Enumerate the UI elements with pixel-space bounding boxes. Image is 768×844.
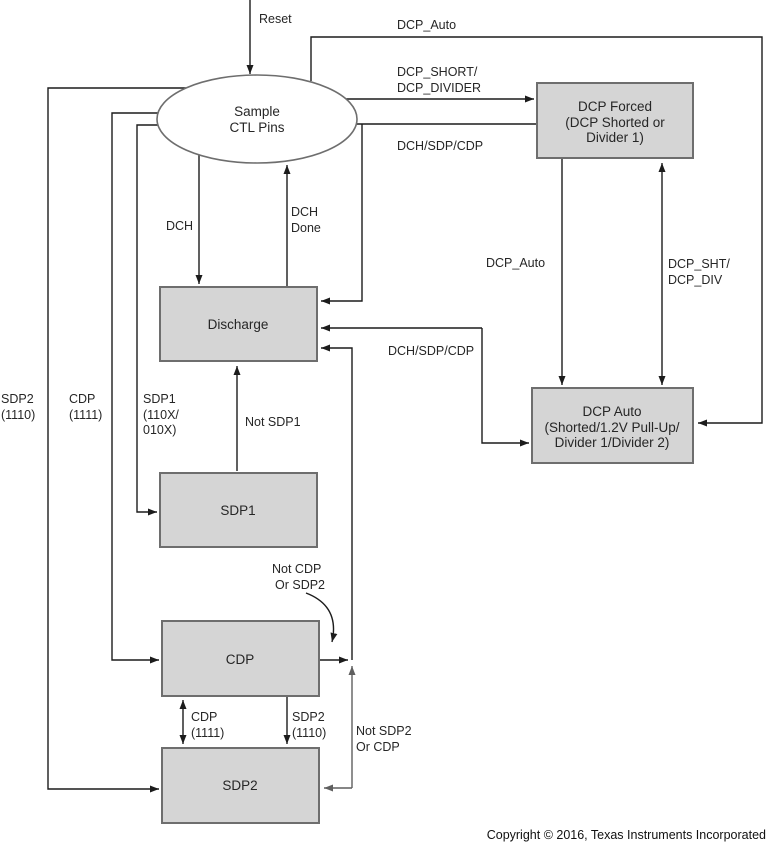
- transition-dcp-forced-to-discharge: [321, 124, 537, 301]
- dcp-forced-label-1: DCP Forced: [577, 99, 653, 114]
- sample-ctl-pins-label-2: CTL Pins: [229, 120, 285, 135]
- transition-sample-to-dcp-auto: [311, 18, 762, 423]
- state-discharge: [160, 287, 317, 361]
- dcp-auto-label-1: DCP Auto: [582, 404, 642, 419]
- dch-label: DCH: [166, 219, 194, 233]
- state-sdp1: [160, 473, 317, 547]
- dcp-sht-label-2: DCP_DIV: [668, 273, 723, 287]
- sdp1-pin-label-2: (110X/: [143, 408, 179, 422]
- transition-cdp-sdp2-bidirectional: [183, 700, 224, 744]
- dcp-auto-mid-label: DCP_Auto: [486, 256, 546, 270]
- dch-done-label-1: DCH: [291, 205, 319, 219]
- cdp-label: CDP: [225, 652, 255, 667]
- dcp-short-label-1: DCP_SHORT/: [397, 65, 478, 79]
- sdp2-tr-label-1: SDP2: [292, 710, 325, 724]
- transition-sample-to-discharge: [166, 155, 199, 284]
- transition-reset: [250, 0, 292, 74]
- transition-cdp-to-sdp2: [287, 697, 326, 744]
- dch-sdp-cdp-top-label: DCH/SDP/CDP: [397, 139, 484, 153]
- cdp-tr-label-2: (1111): [191, 726, 225, 740]
- dcp-forced-label-2: (DCP Shorted or: [565, 115, 665, 130]
- sdp2-tr-label-2: (1110): [292, 726, 327, 740]
- transition-sdp1-to-discharge: [237, 366, 301, 471]
- dch-sdp-cdp-mid-label: DCH/SDP/CDP: [388, 344, 475, 358]
- not-sdp2-label-2: Or CDP: [356, 740, 400, 754]
- copyright-text: Copyright © 2016, Texas Instruments Incorporated: [486, 828, 766, 842]
- cdp-tr-label-1: CDP: [191, 710, 218, 724]
- dcp-sht-label-1: DCP_SHT/: [668, 257, 730, 271]
- reset-label: Reset: [259, 12, 292, 26]
- not-sdp1-label: Not SDP1: [245, 415, 301, 429]
- dcp-auto-label-3: Divider 1/Divider 2): [554, 435, 670, 450]
- discharge-label: Discharge: [207, 317, 269, 332]
- not-cdp-label-1: Not CDP: [272, 562, 322, 576]
- sample-ctl-pins-label-1: Sample: [234, 104, 280, 119]
- transition-discharge-to-sample: [287, 165, 321, 287]
- transition-dcp-auto-to-dcp-forced: [662, 163, 730, 385]
- sdp1-pin-label-1: SDP1: [143, 392, 176, 406]
- transition-dcp-forced-to-dcp-auto: [486, 158, 562, 385]
- transition-sample-to-dcp-forced: [346, 65, 534, 99]
- dcp-auto-top-label: DCP_Auto: [397, 18, 457, 32]
- not-sdp2-label-1: Not SDP2: [356, 724, 412, 738]
- not-cdp-label-2: Or SDP2: [275, 578, 326, 592]
- dch-done-label-2: Done: [291, 221, 321, 235]
- sdp1-pin-label-3: 010X): [143, 423, 177, 437]
- transition-sdp2-junction: [324, 666, 412, 788]
- state-dcp-auto: [532, 388, 693, 463]
- cdp-pin-label-1: CDP: [69, 392, 96, 406]
- sample-ctl-pins-ellipse: [157, 75, 357, 163]
- dcp-short-label-2: DCP_DIVIDER: [397, 81, 482, 95]
- state-sample-ctl-pins: [157, 75, 357, 163]
- transition-sample-to-sdp2: [1, 88, 186, 789]
- state-dcp-forced: [537, 83, 693, 158]
- sdp1-label: SDP1: [220, 503, 256, 518]
- dcp-forced-label-3: Divider 1): [586, 130, 644, 145]
- transition-sample-to-cdp: [69, 113, 159, 660]
- sdp2-pin-label-1: SDP2: [1, 392, 34, 406]
- state-sdp2: [162, 748, 319, 823]
- sdp2-label: SDP2: [222, 778, 258, 793]
- sdp2-pin-label-2: (1110): [1, 408, 36, 422]
- state-cdp: [162, 621, 319, 696]
- dcp-auto-label-2: (Shorted/1.2V Pull-Up/: [544, 420, 680, 435]
- cdp-pin-label-2: (1111): [69, 408, 103, 422]
